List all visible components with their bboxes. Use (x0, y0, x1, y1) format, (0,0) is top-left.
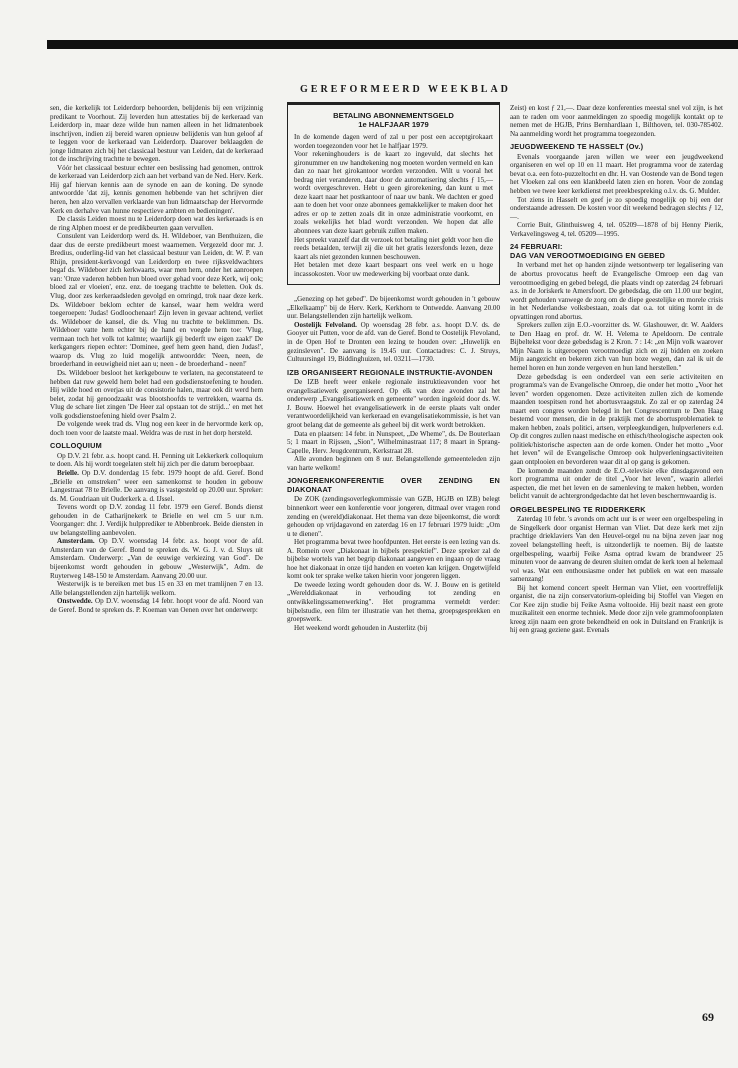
lead-brielle: Brielle. (57, 469, 79, 478)
paragraph: De komende maanden zendt de E.O.-televisie elke dinsdagavond een kort programma uit onder de titel „Voor het leven", waarin allerlei aspecten, die met het leven en de samenleving te maken hebben, worden belicht vanuit de achtergrondgedachte dat het leven beschermwaardig is. (510, 466, 723, 501)
column-2 (287, 104, 500, 632)
paragraph-brielle (50, 469, 263, 503)
paragraph: Evenals voorgaande jaren willen we weer een jeugdweekend organiseren en wel op 10 en 11 maart. Het programma voor de zaterdag bevat o.a. een foto-puzzeltocht en dhr. H. van Oostende van de Bond tegen het Vloeken zal ons een klankbeeld laten zien en horen. Voor de zondag hebben we twee keer kerkdienst met preekbespreking o.l.v. ds. G. Mulder. (510, 152, 723, 195)
paragraph: Het programma bevat twee hoofdpunten. Het eerste is een lezing van ds. A. Romein over „Diakonaat in bijbels prespektief". Deze spreker zal de bijbelse wortels van het begrip diakonaat aangeven en ingaan op de vraag hoe het diakonaat in onze tijd handen en voeten kan krijgen. Ongetwijfeld komt ook ter sprake welke taken hierin voor jongeren liggen. (287, 538, 500, 581)
paragraph: Tevens wordt op D.V. zondag 11 febr. 1979 een Geref. Bonds dienst gehouden in de Catharijnekerk te Brielle en wel cm 5 uur n.m. Voorganger: dhr. J. Verdijk hulpprediker te Abbenbroek. Beide diensten in uw belangstelling aanbevolen. (50, 503, 263, 537)
column-3 (510, 104, 723, 635)
lead-onstwedde: Onstwedde. (57, 597, 93, 606)
paragraph: Alle avonden beginnen om 8 uur. Belangstellende gemeenteleden zijn van harte welkom! (287, 455, 500, 472)
subscription-notice-box (287, 104, 500, 285)
paragraph: De IZB heeft weer enkele regionale instruktieavonden voor het evangelisatiewerk georganiseerd. Op elk van deze avonden zal het onderwerp „Evangelisatiewerk en gemeente" worden ingeleid door ds. W. J. Bouw. Hoewel het evangelisatiewerk in de eerste plaats valt onder verantwoordelijkheid van kerkeraad en evangelisatiekommissie, is het van groot belang dat de gemeente als geheel bij dit werk wordt betrokken. (287, 378, 500, 429)
paragraph: Bij het komend concert speelt Herman van Vliet, een voortreffelijk organist, die na zijn conservatorium-opleiding bij Stoffel van Viegen en Cor Kee zijn studie bij Feike Asma voltooide. Hij bezit naast een grote muzikaliteit een enorme techniek. Mede door zijn vele grammofoonplaten kreeg zijn naam een grote bekendheid en ook in Duitsland en Frankrijk is hij een graag geziene gast. Evenals (510, 583, 723, 635)
paragraph-amsterdam (50, 537, 263, 580)
box-paragraph: In de komende dagen werd of zal u per post een acceptgirokaart worden toegezonden voor het 1e halfjaar 1979. (294, 133, 493, 150)
paragraph: „Genezing op het gebed". De bijeenkomst wordt gehouden in 't gebouw „Elkelkaamp" bij de Herv. Kerk, Kerkhorn te Ontwedde. Aanvang 20.00 uur. Belangstellenden zijn hartelijk welkom. (287, 295, 500, 321)
section-heading-izb: IZB ORGANISEERT REGIONALE INSTRUKTIE-AVONDEN (287, 367, 493, 377)
heading-line: DAG VAN VEROOTMOEDIGING EN GEBED (510, 250, 666, 260)
paragraph: Tot ziens in Hasselt en geef je zo spoedig mogelijk op bij een der onderstaande adressen. De kosten voor dit weekend bedragen slechts ƒ 12,—. (510, 195, 723, 221)
paragraph-oostelijk (287, 321, 500, 364)
paragraph: Deze gebedsdag is een onderdeel van een serie activiteiten en programma's van de Evangelische Omroep, die onder het motto „Voor het leven" worden opgenomen. Deze activiteiten zullen zich de komende maanden toespitsen rond het abortusvraagstuk. Zo zal er op zaterdag 24 maart een congres worden belegd in het Congrescentrum te Den Haag bestemd voor mensen, die in de praktijk met de abortusproblematiek te maken hebben, zoals politici, artsen, verpleegkundigen, hulpverleners e.d. Op dit congres zullen naast medische en ethisch/theologische aspecten ook politiek/historische aspecten aan de orde komen. Onder het motto „Voor het leven" wil de Evangelische Omroep ook hulpverleningsactiviteiten gaan ontplooien en bevorderen waar dit al op gang is gekomen. (510, 372, 723, 467)
paragraph: De classis Leiden moest nu te Leiderdorp doen wat des kerkeraads is en de ring Alphen moest er de predikbeurten gaan vervullen. (50, 215, 263, 232)
paragraph: In verband met het op handen zijnde wetsontwerp ter legalisering van de abortus provocatus heeft de Evangelische Omroep een dag van verootmoediging en gebed belegd, die plaats vindt op zaterdag 24 februari a.s. in de Joriskerk te Amersfoort. De gebedsdag, die om 11.00 uur begint, wordt gehouden vanwege de zorg om de diepe geestelijke en morele crisis in het Nederlandse volksbestaan, zoals dat o.a. tot uiting komt in de opvattingen rond abortus. (510, 261, 723, 321)
paragraph: Ds. Wildeboer besloot het kerkgebouw te verlaten, na geconstateerd te hebben dat ruw geweld hem belet had een godsdienstoefening te houden. Hij wilde hoed en overjas uit de consistorie halen, maar ook dit werd hem belet, zodat hij genoodzaakt was blootshoofds te vertrekken, waarna ds. Vlug de schare liet zingen 'De Heer zal opstaan tot de strijd...' en met het volk godsdienstoefening hield over Psalm 2. (50, 368, 263, 420)
box-paragraph: Het spreekt vanzelf dat dit verzoek tot betaling niet geldt voor hen die reeds betaalden, terwijl zij die uit het gratis lezersfonds lezen, deze kaart als niet gezonden kunnen beschouwen. (294, 235, 493, 261)
paragraph: Vóór het classicaal bestuur echter een beslissing had genomen, onttrok de kerkeraad van Leiderdorp zich aan het verband van de Ned. Herv. Kerk. Hij gaf hiervan kennis aan de synode en aan de koning. De synode antwoordde 'dat zij, kennis genomen hebbende van het schrijven dier heren, hen alzo vervallen verklaarde van hun lidmaatschap der Hervormde Kerk en derhalve van hunne respectieve ambten en bedieningen'. (50, 163, 263, 215)
section-heading-jeugdweekend: JEUGDWEEKEND TE HASSELT (Ov.) (510, 142, 644, 152)
paragraph-text: Op D.V. donderdag 15 febr. 1979 hoopt de afd. Geref. Bond „Brielle en omstreken" weer een samenkomst te houden in gebouw Langestraat 78 te Brielle. De aanvang is vastgesteld op 20.00 uur. Spreker: ds. M. Goudriaan uit Ouderkerk a. d. IJssel. (50, 469, 263, 503)
lead-amsterdam: Amsterdam. (57, 537, 95, 546)
box-title: BETALING ABONNEMENTSGELD (333, 111, 454, 120)
paragraph-onstwedde (50, 597, 263, 614)
paragraph-text: Op D.V. woensdag 14 febr. hoopt voor de afd. Noord van de Geref. Bond te spreken ds. P. Koeman van Oenen over het onderwerp: (50, 597, 263, 614)
scan-top-margin (0, 0, 738, 16)
heading-line: 24 FEBRUARI: (510, 242, 563, 252)
paragraph: Corrie Buit, Glinthuisweg 4, tel. 05209—1878 of bij Henny Pierik, Verkavelingsweg 4, tel. 05209—1995. (510, 221, 723, 238)
paragraph-text: Op D.V. woensdag 14 febr. a.s. hoopt voor de afd. Amsterdam van de Geref. Bond te spreken ds. W. G. J. v. d. Sluys uit Amsterdam. Onderwerp: „Van de eeuwige verkiezing van God". De bijeenkomst wordt gehouden in gebouw „Westerwijk", Adm. de Ruyterweg 148-150 te Amsterdam. Aanvang 20.00 uur. (50, 537, 263, 580)
box-subtitle: 1e HALFJAAR 1979 (358, 120, 429, 129)
paragraph: Sprekers zullen zijn E.O.-voorzitter ds. W. Glashouwer, dr. W. Aalders te Den Haag en prof. dr. W. H. Velema te Apeldoorn. De centrale Bijbeltekst voor deze gebedsdag is 2 Kron. 7 : 14: „en Mijn volk waarover Mijn Naam is uitgeroepen verootmoedigt zich en zij bidden en zoeken Mijn aangezicht en bekeren zich van hun boze wegen, dan zal ik uit de hemel horen en hun zonde vergeven en hun land herstellen." (510, 321, 723, 372)
paragraph: Westerwijk is te bereiken met bus 15 en 33 en met tramlijnen 7 en 13. Alle belangstellenden zijn hartelijk welkom. (50, 580, 263, 597)
paragraph: Zaterdag 10 febr. 's avonds om acht uur is er weer een orgelbespeling in de Singelkerk door organist Herman van Vliet. Dat deze kerk met zijn prachtige drieklaviers Van den Heuvel-orgel nu na bijna zeven jaar nog zoveel belangstelling heeft, is uitzonderlijk te noemen. Bij de laatste orgelbespeling, waarbij Feike Asma optrad kwam de brandweer 25 minuten voor de aanvang de deuren sluiten omdat de kerk toen al helemaal vol was. Wat een enthousiasme onder het publiek en wat een massale samenzang! (510, 515, 723, 584)
section-heading-februari (510, 243, 723, 260)
top-rule (47, 40, 738, 49)
page-number: 69 (702, 1010, 714, 1024)
paragraph: De volgende week trad ds. Vlug nog een keer in de hervormde kerk op, doch toen voor de laatste maal. Weldra was de rust in het dorp hersteld. (50, 420, 263, 437)
box-paragraph: Voor rekeninghouders is de kaart zo ingevuld, dat slechts het gironummer en uw handtekening nog moeten worden vermeld en kan dan zo naar het girokantoor worden verzonden. Wilt u vooral het bedrag niet veranderen, daar door de automatisering slechts ƒ 15,— wordt overgeschreven. Hebt u geen girorekening, dan kunt u met deze kaart naar het postkantoor of naar uw bank. We dachten er goed aan te doen het voor onze abonnees gemakkelijker te maken door het adres er op te zetten zoals dit in onze administratie voorkomt, en zoals wekelijks het blad wordt verzonden. We hopen dat alle abonnees van deze kaart gebruik zullen maken. (294, 150, 493, 236)
section-heading-orgel: ORGELBESPELING TE RIDDERKERK (510, 504, 646, 514)
paragraph: Zeist) en kost ƒ 21,—. Daar deze konferenties meestal snel vol zijn, is het aan te raden om voor aanmeldingen zo spoedig mogelijk kontakt op te nemen met de HGJB, Prins Bernhardlaan 1, Bilthoven, tel. 030-785402. Na aanmelding wordt het programma toegezonden. (510, 104, 723, 138)
paragraph: Op D.V. 21 febr. a.s. hoopt cand. H. Penning uit Lekkerkerk colloquium te doen. Als hij wordt toegelaten stelt hij zich per die datum beroepbaar. (50, 451, 263, 469)
paragraph-text: Op woensdag 28 febr. a.s. hoopt D.V. ds. de Gooyer uit Putten, voor de afd. van de Geref. Bond te Oostelijk Flevoland, in de Open Hof te Dronten een lezing te houden over: „Huwelijk en gezinsleven". De aanvang is 19.45 uur. Contactadres: C. J. Struys, Cultuursingel 19, Biddinghuizen, tel. 03211—1730. (287, 320, 500, 364)
paragraph: Het weekend wordt gehouden in Austerlitz (bij (294, 623, 428, 632)
paragraph: Consulent van Leiderdorp werd ds. H. Wildeboer, van Benthuizen, die daar dus de eerste predikbeurt moest waarnemen. Vergezeld door mr. J. Bredius, ouderling-lid van het classicaal bestuur van Leiden, dr. W. P. van Rhijn, president-kerkvoogd van Leiderdorp en twee rijksveldwachters begaf ds. Wildeboer zich kerkwaarts, waar men hem, onder het aanroepen van: 'Onze vaderen hebben hun bloed over gehad voor deze Kerk, wij ook; bloed zal er vloeien', enz. enz. de toegang trachtte te beletten. Ook ds. Vlug, door zes kerkeraadsleden gevolgd en omringd, trok naar deze kerk. Ds. Wildeboer beklom echter de kansel, waar hem weldra werd toegeroepen: 'Judas! Godloochenaar! Zijn leven in gevaar achtend, verliet ds. Wildeboer de kansel, die ds. Vlug nu trachtte te beklimmen. Ds. Wildeboer vatte hem echter bij de hand en voegde hem toe: 'Vlug, vermaan toch het volk tot kalmte; waarlijk gij bederft uw eigen zaak!' De kerkgangers riepen echter: 'Dominee, geef hem geen hand, dien Judas!', waarop ds. Vlug zo luid mogelijk antwoordde: 'Neen, neen, de broederhand in eeuwigheid niet aan u; neen - de broederhand - neen!' (50, 232, 263, 369)
paragraph: Data en plaatsen: 14 febr. in Nunspeet, „De Wheme", ds. De Bouterlaan 5; 1 maart in Rijssen, „Sion", Wilhelminastraat 117; 8 maart in Sprang-Capelle, Herv. Jeugdcentrum, Kerkstraat 28. (287, 429, 500, 455)
section-heading-jongeren: JONGERENKONFERENTIE OVER ZENDING EN DIAKONAAT (287, 476, 500, 494)
running-header: GEREFORMEERD WEEKBLAD (300, 84, 511, 95)
paragraph: De tweede lezing wordt gehouden door ds. W. J. Bouw en is getiteld „Werelddiakonaat in verhouding tot zending en ontwikkelingssamenwerking". Het programma vermeldt verder: bijbelstudie, een film ter illustratie van het thema, groepsgesprekken en groepswerk. (287, 580, 500, 624)
section-heading-colloquium: COLLOQUIUM (50, 441, 102, 451)
paragraph: De ZOK (zendingsoverlegkommissie van GZB, HGJB en IZB) belegt binnenkort weer een konferentie voor jongeren, ditmaal over vragen rond zending en (wereld)diakonaat. Het thema van deze bijeenkomst, die wordt gehouden op vrijdagavond en zaterdag 16 en 17 februari 1979 luidt: „Om u te dienen". (287, 495, 500, 538)
paragraph: sen, die kerkelijk tot Leiderdorp behoorden, belijdenis bij een vrijzinnig predikant te Voorhout. Zij leverden hun attestaties bij de kerkeraad van Leiderdorp in, maar deze wilde hun namen alleen in het lidmatenboek inschrijven, indien zij bereid waren opnieuw belijdenis van hun geloof af te leggen voor de kerkeraad van Leiderdorp. Daarover beklaagden de jonge lidmaten zich bij het classicaal bestuur van Leiden, dat de kerkeraad tot de inschrijving trachtte te bewegen. (50, 104, 263, 164)
box-paragraph: Het betalen met deze kaart bespaart ons veel werk en u hoge incassokosten. Voor uw medewerking bij voorbaat onze dank. (294, 261, 493, 278)
lead-oostelijk: Oostelijk Felvoland. (294, 320, 357, 329)
column-1 (50, 104, 263, 614)
